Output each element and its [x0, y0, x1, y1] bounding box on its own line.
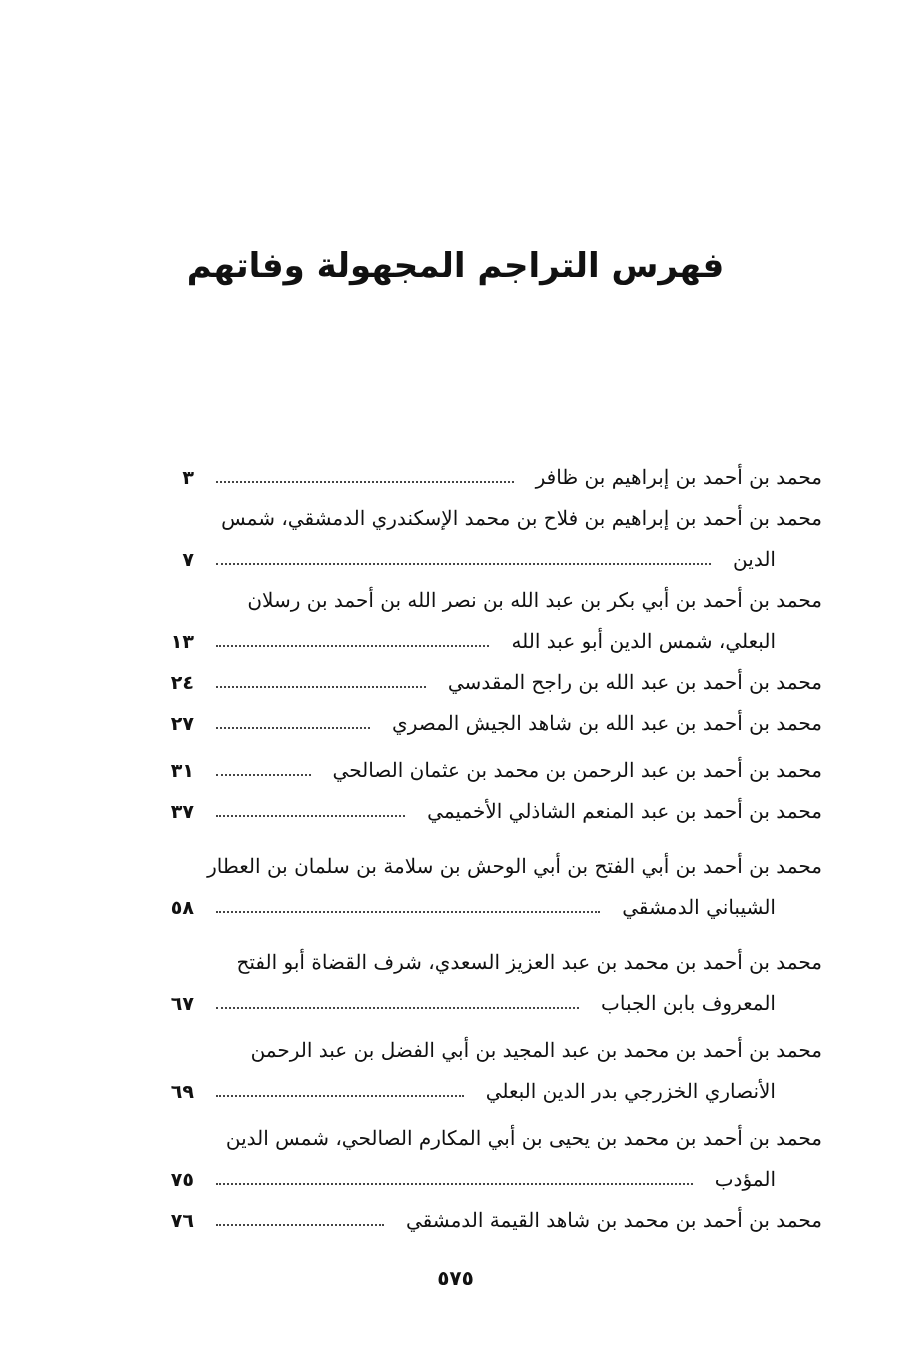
- entry-page-number: ٧: [182, 549, 194, 571]
- entry-page-number: ٦٩: [170, 1081, 194, 1103]
- dot-leader: [216, 1183, 693, 1185]
- entry-line: [150, 841, 822, 882]
- entry-page-number: ٦٧: [170, 993, 194, 1015]
- entry-text: محمد بن أحمد بن عبد الله بن شاهد الجيش المصري: [392, 711, 822, 735]
- entry-line: [150, 1154, 822, 1195]
- dot-leader: [216, 815, 405, 817]
- entry-text: محمد بن أحمد بن أبي الفتح بن أبي الوحش بن سلامة بن سلمان بن العطار: [207, 854, 822, 878]
- toc-entry: [150, 841, 822, 923]
- toc-entry: [150, 452, 822, 493]
- entry-text: محمد بن أحمد بن أبي بكر بن عبد الله بن نصر الله بن أحمد بن رسلان: [247, 588, 822, 612]
- entry-line: [150, 978, 822, 1019]
- toc-entry: [150, 745, 822, 786]
- entry-text: محمد بن أحمد بن عبد الرحمن بن محمد بن عثمان الصالحي: [332, 758, 822, 782]
- entry-line: [150, 534, 822, 575]
- toc-list: [150, 452, 822, 1236]
- entry-line: [150, 937, 822, 978]
- toc-entry: [150, 493, 822, 575]
- toc-entry: [150, 1113, 822, 1195]
- entry-page-number: ١٣: [170, 631, 194, 653]
- entry-page-number: ٧٦: [170, 1210, 194, 1232]
- entry-line: [150, 745, 822, 786]
- entry-text-continued: المؤدب: [714, 1167, 776, 1191]
- entry-line: [150, 616, 822, 657]
- entry-line: [150, 882, 822, 923]
- entry-text: محمد بن أحمد بن محمد بن شاهد القيمة الدمشقي: [405, 1208, 822, 1232]
- dot-leader: [216, 563, 711, 565]
- dot-leader: [216, 911, 600, 913]
- spacer: [150, 923, 822, 937]
- entry-text: محمد بن أحمد بن إبراهيم بن ظافر: [535, 465, 822, 489]
- entry-text: محمد بن أحمد بن محمد بن عبد المجيد بن أبي الفضل بن عبد الرحمن: [250, 1038, 822, 1062]
- toc-entry: [150, 657, 822, 698]
- entry-text: محمد بن أحمد بن إبراهيم بن فلاح بن محمد الإسكندري الدمشقي، شمس: [221, 506, 822, 530]
- entry-line: [150, 1066, 822, 1107]
- entry-text: محمد بن أحمد بن محمد بن عبد العزيز السعدي، شرف القضاة أبو الفتح: [236, 950, 822, 974]
- toc-entry: [150, 786, 822, 827]
- dot-leader: [216, 686, 426, 688]
- spacer: [150, 827, 822, 841]
- page-title: فهرس التراجم المجهولة وفاتهم: [186, 246, 725, 286]
- page-number: ٥٧٥: [437, 1266, 474, 1290]
- entry-text-continued: الأنصاري الخزرجي بدر الدين البعلي: [485, 1079, 776, 1103]
- entry-text: محمد بن أحمد بن محمد بن يحيى بن أبي المكارم الصالحي، شمس الدين: [225, 1126, 822, 1150]
- entry-line: [150, 657, 822, 698]
- entry-text: محمد بن أحمد بن عبد الله بن راجح المقدسي: [447, 670, 822, 694]
- dot-leader: [216, 1224, 384, 1226]
- entry-text-continued: الدين: [733, 547, 776, 571]
- toc-entry: [150, 937, 822, 1019]
- entry-page-number: ٣: [182, 467, 194, 489]
- entry-text-continued: المعروف بابن الجباب: [601, 991, 776, 1015]
- dot-leader: [216, 1095, 464, 1097]
- entry-page-number: ٣١: [170, 760, 194, 782]
- entry-page-number: ٢٤: [170, 672, 194, 694]
- entry-line: [150, 493, 822, 534]
- entry-page-number: ٢٧: [170, 713, 194, 735]
- entry-line: [150, 575, 822, 616]
- dot-leader: [216, 727, 370, 729]
- entry-line: [150, 1025, 822, 1066]
- entry-page-number: ٥٨: [170, 897, 194, 919]
- entry-line: [150, 786, 822, 827]
- dot-leader: [216, 1007, 579, 1009]
- entry-text-continued: الشيباني الدمشقي: [622, 895, 776, 919]
- entry-line: [150, 1113, 822, 1154]
- toc-entry: [150, 575, 822, 657]
- entry-page-number: ٧٥: [170, 1169, 194, 1191]
- entry-text-continued: البعلي، شمس الدين أبو عبد الله: [511, 629, 776, 653]
- toc-entry: [150, 1195, 822, 1236]
- dot-leader: [216, 774, 311, 776]
- dot-leader: [216, 645, 489, 647]
- entry-line: [150, 1195, 822, 1236]
- entry-line: [150, 452, 822, 493]
- dot-leader: [216, 481, 514, 483]
- toc-entry: [150, 698, 822, 739]
- toc-entry: [150, 1025, 822, 1107]
- entry-page-number: ٣٧: [170, 801, 194, 823]
- entry-text: محمد بن أحمد بن عبد المنعم الشاذلي الأخميمي: [427, 799, 822, 823]
- entry-line: [150, 698, 822, 739]
